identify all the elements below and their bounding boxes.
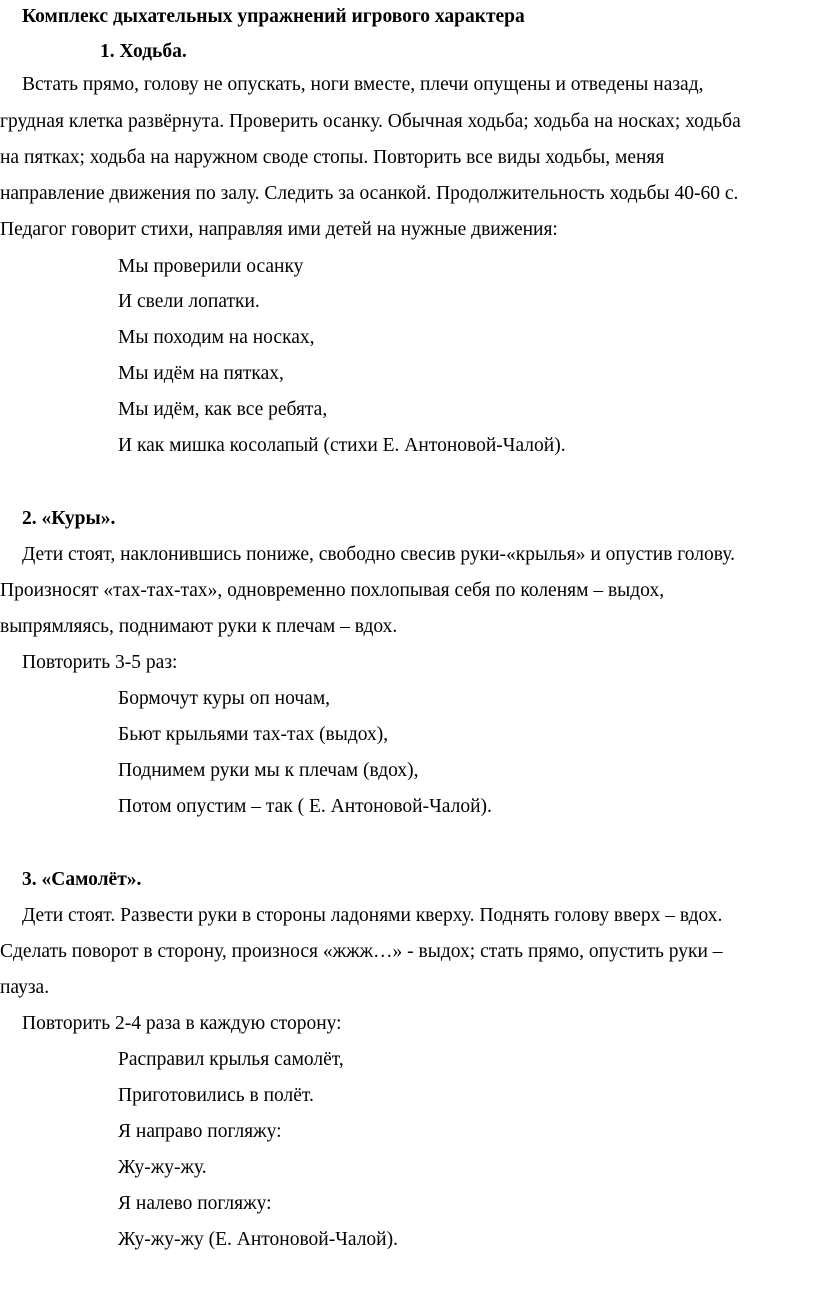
verse-line: Бьют крыльями тах-тах (выдох), <box>118 724 389 745</box>
paragraph-line: пауза. <box>0 977 50 998</box>
section-heading: 1. Ходьба. <box>100 41 187 62</box>
paragraph-line: на пятках; ходьба на наружном своде стопы. Повторить все виды ходьбы, меняя <box>0 147 665 168</box>
paragraph-line: Дети стоят, наклонившись пониже, свободно свесив руки-«крылья» и опустив голову. <box>22 544 735 565</box>
repeat-line: Повторить 3-5 раз: <box>22 652 178 673</box>
verse-line: Потом опустим – так ( Е. Антоновой-Чалой). <box>118 796 492 817</box>
verse-line: Приготовились в полёт. <box>118 1085 314 1106</box>
verse-line: Жу-жу-жу. <box>118 1157 207 1178</box>
paragraph-line: Сделать поворот в сторону, произнося «жжж…» - выдох; стать прямо, опустить руки – <box>0 941 723 962</box>
verse-line: Мы идём на пятках, <box>118 363 284 384</box>
verse-line: Мы походим на носках, <box>118 327 315 348</box>
paragraph-line: Произносят «тах-тах-тах», одновременно похлопывая себя по коленям – выдох, <box>0 580 665 601</box>
verse-line: Мы идём, как все ребята, <box>118 399 328 420</box>
verse-line: И свели лопатки. <box>118 291 260 312</box>
verse-line: Жу-жу-жу (Е. Антоновой-Чалой). <box>118 1229 398 1250</box>
verse-line: Поднимем руки мы к плечам (вдох), <box>118 760 419 781</box>
verse-line: Я налево погляжу: <box>118 1193 272 1214</box>
paragraph-line: направление движения по залу. Следить за осанкой. Продолжительность ходьбы 40-60 с. <box>0 183 739 204</box>
section-heading: 2. «Куры». <box>22 508 116 529</box>
paragraph-line: Педагог говорит стихи, направляя ими детей на нужные движения: <box>0 219 558 240</box>
paragraph-line: выпрямляясь, поднимают руки к плечам – вдох. <box>0 616 398 637</box>
verse-line: И как мишка косолапый (стихи Е. Антоновой-Чалой). <box>118 435 566 456</box>
document-title: Комплекс дыхательных упражнений игрового характера <box>22 6 525 27</box>
verse-line: Мы проверили осанку <box>118 256 304 277</box>
verse-line: Я направо погляжу: <box>118 1121 282 1142</box>
section-heading: 3. «Самолёт». <box>22 869 142 890</box>
repeat-line: Повторить 2-4 раза в каждую сторону: <box>22 1013 342 1034</box>
paragraph-line: Встать прямо, голову не опускать, ноги вместе, плечи опущены и отведены назад, <box>22 74 704 95</box>
verse-line: Расправил крылья самолёт, <box>118 1049 344 1070</box>
paragraph-line: грудная клетка развёрнута. Проверить осанку. Обычная ходьба; ходьба на носках; ходьба <box>0 111 741 132</box>
verse-line: Бормочут куры оп ночам, <box>118 688 331 709</box>
paragraph-line: Дети стоят. Развести руки в стороны ладонями кверху. Поднять голову вверх – вдох. <box>22 905 723 926</box>
